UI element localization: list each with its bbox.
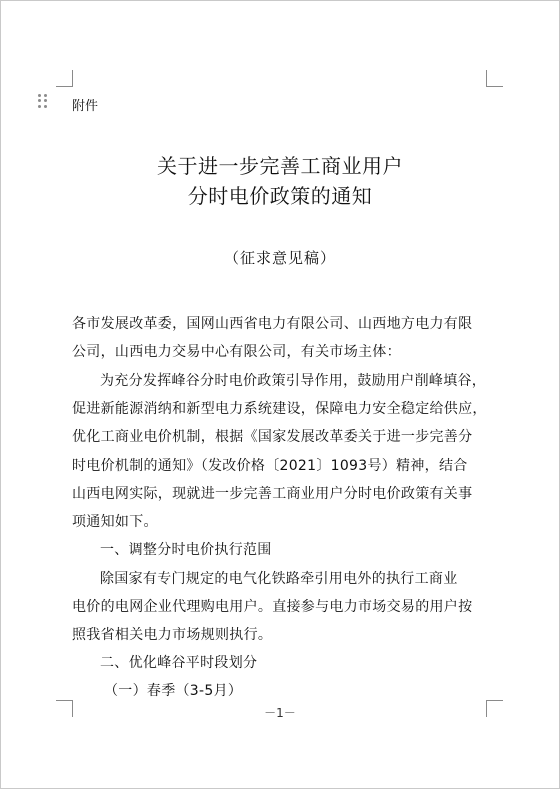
section-heading: 二、优化峰谷平时段划分 (100, 655, 258, 671)
body-line: 山西电网实际，现就进一步完善工商业用户分时电价政策有关事 (72, 486, 473, 502)
body-line: 除国家有专门规定的电气化铁路牵引用电外的执行工商业 (100, 571, 458, 587)
subsection-heading: （一）春季（3-5月） (104, 683, 243, 699)
body-line: 电价的电网企业代理购电用户。直接参与电力市场交易的用户按 (72, 599, 473, 615)
document-title-line-2: 分时电价政策的通知 (187, 184, 373, 208)
body-line: 照我省相关电力市场规则执行。 (72, 627, 273, 643)
page-number: －1－ (264, 706, 296, 720)
body-line: 公司，山西电力交易中心有限公司，有关市场主体： (72, 344, 401, 360)
body-line: 项通知如下。 (72, 514, 158, 530)
document-title-line-1: 关于进一步完善工商业用户 (157, 154, 403, 178)
draft-subtitle: （征求意见稿） (223, 249, 336, 267)
body-line: 各市发展改革委，国网山西省电力有限公司、山西地方电力有限 (72, 316, 473, 332)
section-heading: 一、调整分时电价执行范围 (100, 542, 272, 558)
drag-handle-icon[interactable] (38, 94, 48, 108)
body-line: 时电价机制的通知》（发改价格〔2021〕1093号）精神，结合 (72, 458, 468, 474)
body-line: 为充分发挥峰谷分时电价政策引导作用，鼓励用户削峰填谷， (100, 373, 487, 389)
crop-mark-top-left (56, 70, 73, 87)
crop-mark-top-right (486, 70, 503, 87)
body-line: 促进新能源消纳和新型电力系统建设，保障电力安全稳定给供应， (72, 401, 487, 417)
attachment-label: 附件 (72, 99, 99, 114)
body-line: 优化工商业电价机制，根据《国家发展改革委关于进一步完善分 (72, 429, 473, 445)
